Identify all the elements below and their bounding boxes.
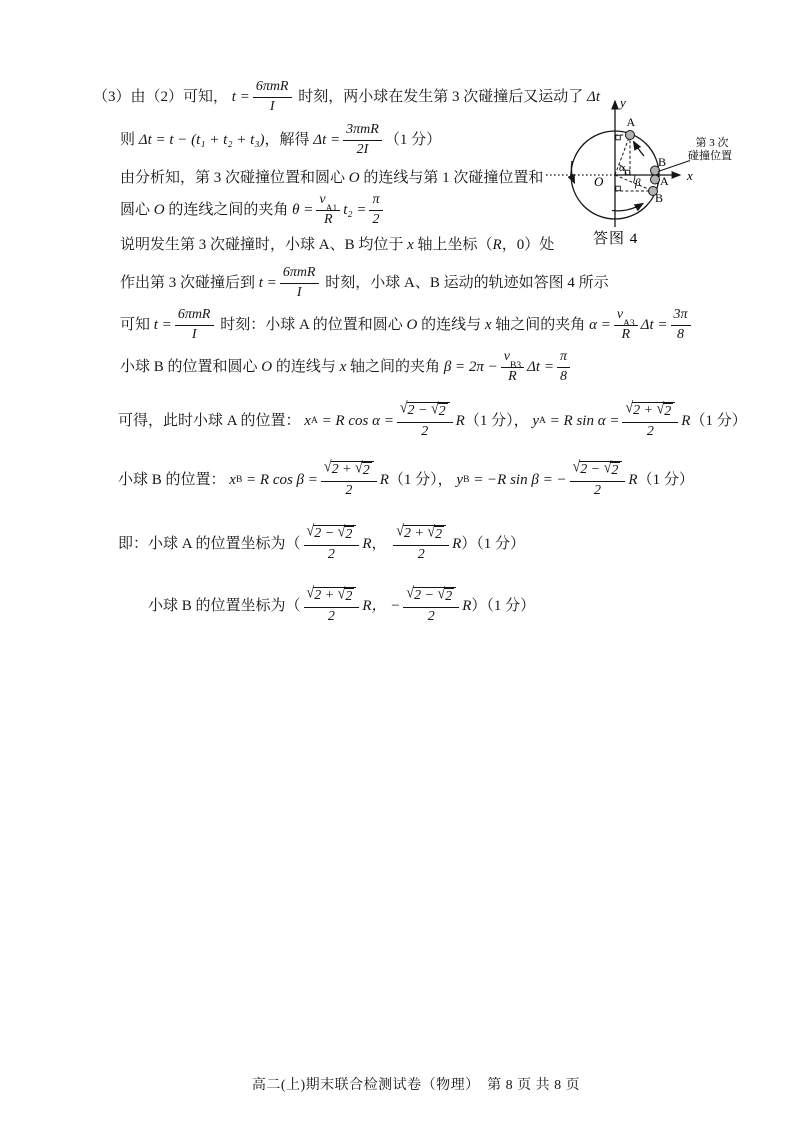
math-run: ， − (371, 597, 401, 614)
radicand (632, 402, 675, 421)
fraction (280, 265, 319, 302)
numerator: π (369, 192, 382, 211)
sqrt-expression (337, 523, 355, 544)
rotation-arrow-upper-icon (634, 142, 645, 157)
fraction (397, 399, 453, 441)
denominator: I (191, 326, 197, 342)
math-run: x (304, 412, 311, 429)
fraction (393, 522, 449, 564)
answer-figure-4 (540, 85, 800, 257)
text-run: 说明发生第 3 次碰撞时，小球 A、B 均位于 (120, 236, 408, 253)
math-run: x (339, 358, 347, 375)
fraction (501, 349, 524, 386)
text-run: 则 (120, 131, 139, 148)
text-run: 小球 B 的位置坐标为（ (148, 597, 301, 614)
sqrt-expression (572, 458, 623, 480)
radicand: 2 (345, 526, 353, 542)
math-run: O (261, 358, 273, 375)
radicand (331, 461, 374, 480)
denominator: R (508, 368, 517, 384)
score-note: ）（1 分） (461, 535, 526, 552)
math-run: α = (589, 316, 611, 333)
right-angle-mark-bottom (616, 186, 621, 191)
text-run: 时刻，两小球在发生第 3 次碰撞后又运动了 (294, 88, 588, 105)
solution-line-4 (120, 188, 386, 232)
numerator: 3π (671, 307, 691, 326)
math-run: R (379, 471, 389, 488)
fraction (403, 584, 459, 626)
beta-label: β (635, 177, 641, 189)
numerator: 3πmR (343, 122, 382, 141)
math-run: v (503, 348, 511, 364)
radical-sign: √ (406, 584, 414, 602)
math-run: 2 − (314, 525, 338, 541)
sqrt-expression (406, 584, 456, 606)
math-run: = R cos α = (317, 412, 394, 429)
text-run: 的连线与 (417, 316, 485, 333)
math-run: Δt (587, 88, 600, 105)
denominator: 2 (421, 423, 429, 439)
sqrt-expression (306, 522, 357, 544)
text-run: 即：小球 A 的位置坐标为（ (118, 535, 301, 552)
numerator: 6πmR (175, 307, 214, 326)
radicand: 2 (445, 588, 453, 604)
text-run: 小球 B 的位置： (118, 471, 230, 488)
numerator (321, 458, 377, 482)
sqrt-expression (323, 458, 374, 480)
math-run: 2 + (403, 525, 428, 541)
text-run: 轴之间的夹角 (491, 316, 590, 333)
denominator: R (324, 211, 333, 227)
numerator (393, 522, 449, 546)
text-run: 的连线之间的夹角 (164, 201, 293, 218)
radicand: 2 (362, 462, 370, 478)
math-run: t = (153, 316, 172, 333)
figure-caption: 答图 4 (593, 231, 639, 247)
math-run: 2 − (407, 402, 431, 418)
text-run: ， (371, 535, 391, 552)
radicand: 2 (664, 403, 672, 419)
math-run: R (681, 412, 691, 429)
math-run: R (362, 535, 372, 552)
numerator: v A1 (316, 192, 340, 211)
score-note: （1 分）， (464, 412, 533, 429)
fraction (304, 584, 360, 626)
math-run: v (616, 306, 624, 322)
radical-sign: √ (572, 458, 580, 476)
denominator: 2 (646, 423, 654, 439)
sqrt-expression (306, 584, 357, 606)
denominator: 8 (677, 326, 684, 342)
solution-line-6 (120, 261, 609, 305)
math-run: 2 + (331, 461, 356, 477)
math-run: O (406, 316, 418, 333)
ball-a-label: A (626, 115, 636, 129)
text-run: 由分析知，第 3 次碰撞位置和圆心 (120, 169, 349, 186)
fraction (614, 307, 638, 344)
math-run: 2 + (314, 587, 338, 603)
radicand (313, 587, 356, 606)
score-note: ）（1 分） (471, 597, 536, 614)
text-run: 圆心 (120, 201, 154, 218)
fraction (343, 122, 382, 159)
collision-ball-a-mid (651, 175, 660, 184)
radical-sign: √ (437, 585, 445, 603)
numerator (403, 584, 459, 608)
radical-sign: √ (656, 400, 664, 418)
sqrt-expression (427, 523, 444, 544)
solution-line-12 (148, 582, 535, 630)
text-run: ，0）处 (501, 236, 555, 253)
solution-line-2 (120, 118, 441, 162)
math-run: R (492, 236, 502, 253)
collision-note-line2: 碰撞位置 (688, 150, 732, 162)
origin-label: O (594, 174, 604, 189)
sqrt-expression (437, 585, 455, 606)
math-run: 2 + (633, 402, 657, 418)
radicand (579, 461, 622, 480)
radicand (403, 525, 446, 544)
solution-line-9: 可得，此时小球 A 的位置： x A = R cos α = √ 2 − √ 2 2 R （1 分）， y A = R sin α = √ 2 + √ 2 2 R （1 分） (118, 399, 747, 439)
radicand: 2 (438, 403, 446, 419)
fraction (557, 349, 570, 386)
page-footer: 高二(上)期末联合检测试卷（物理） 第 8 页 共 8 页 (251, 1078, 581, 1093)
fraction (369, 192, 382, 229)
radical-sign: √ (355, 459, 362, 477)
denominator: 2 (417, 546, 425, 562)
math-run: O (153, 201, 165, 218)
solution-line-3 (120, 166, 543, 190)
math-run: t = (231, 88, 250, 105)
radical-sign: √ (306, 522, 314, 540)
radical-sign: √ (625, 399, 633, 417)
numerator (570, 458, 626, 482)
math-run: x (229, 471, 236, 488)
math-run: y (532, 412, 540, 429)
text-run: 可知 (120, 316, 154, 333)
radicand: 2 (435, 526, 443, 542)
denominator: 2 (593, 482, 601, 498)
y-axis-label: y (620, 95, 626, 110)
math-run: O (348, 169, 360, 186)
text-run: 时刻：小球 A 的位置和圆心 (216, 316, 407, 333)
right-angle-mark-top (616, 135, 621, 140)
numerator: v B3 (501, 349, 524, 368)
text-run: 作出第 3 次碰撞后到 (120, 274, 259, 291)
score-note: （1 分） (384, 131, 442, 148)
radical-sign: √ (427, 523, 435, 541)
radical-sign: √ (603, 459, 611, 477)
score-note: （1 分） (637, 471, 694, 488)
math-run: = −R sin β = − (469, 471, 567, 488)
sqrt-expression (399, 399, 450, 421)
math-run: R (455, 412, 465, 429)
numerator (397, 399, 453, 423)
fraction (570, 458, 626, 500)
radical-sign: √ (306, 584, 314, 602)
math-run: Δt = t − (t₁ + t₂ + t₃) (138, 131, 265, 148)
sqrt-expression (656, 400, 674, 421)
numerator (304, 522, 360, 546)
radical-sign: √ (430, 400, 438, 418)
denominator: I (269, 98, 275, 114)
denominator: 2 (427, 608, 435, 624)
math-run: R (628, 471, 638, 488)
solution-line-10: 小球 B 的位置： x B = R cos β = √ 2 + √ 2 2 R （1 分）， y B = −R sin β = − √ 2 − √ 2 2 R （1 分） (118, 458, 694, 498)
math-run: 2 − (414, 587, 438, 603)
math-run: R (362, 597, 372, 614)
radicand (413, 587, 456, 606)
fraction (316, 192, 340, 229)
math-run: 2 − (580, 461, 604, 477)
math-run: = R cos β = (242, 471, 318, 488)
solution-line-5 (120, 233, 554, 257)
math-run: x (484, 316, 492, 333)
fraction (175, 307, 214, 344)
ball-a-marker (626, 131, 635, 140)
text-run: 时刻，小球 A、B 运动的轨迹如答图 4 所示 (321, 274, 609, 291)
x-axis-label: x (687, 168, 693, 183)
denominator: 2I (356, 141, 369, 157)
alpha-label: α (619, 162, 625, 174)
numerator: v A3 (614, 307, 638, 326)
numerator (304, 584, 360, 608)
text-run: 轴之间的夹角 (346, 358, 444, 375)
sqrt-expression (337, 585, 355, 606)
math-run: Δt = (640, 316, 668, 333)
solution-line-1 (93, 75, 600, 119)
text-run: 轴上坐标（ (413, 236, 493, 253)
fraction (253, 79, 292, 116)
text-run: ，解得 (264, 131, 314, 148)
radicand (313, 525, 356, 544)
fraction (304, 522, 360, 564)
math-run: Δt = (527, 358, 554, 375)
fraction (321, 458, 377, 500)
radical-sign: √ (337, 585, 345, 603)
radicand: 2 (345, 588, 353, 604)
text-run: 小球 B 的位置和圆心 (120, 358, 262, 375)
stack-bottom-label: B (655, 191, 664, 205)
stack-mid-label: A (660, 174, 669, 188)
sqrt-expression (603, 459, 621, 480)
denominator: 2 (327, 546, 335, 562)
solution-line-7 (120, 303, 694, 347)
text-run: 可得，此时小球 A 的位置： (118, 412, 305, 429)
rotation-arrow-bottom-icon (612, 204, 643, 211)
numerator: 6πmR (253, 79, 292, 98)
numerator: 6πmR (280, 265, 319, 284)
sqrt-expression (396, 522, 446, 544)
radical-sign: √ (323, 458, 331, 476)
fraction (671, 307, 691, 344)
score-note: （1 分） (690, 412, 747, 429)
denominator: 2 (345, 482, 353, 498)
radicand (407, 402, 450, 421)
math-run: t = (258, 274, 277, 291)
denominator: I (296, 284, 302, 300)
sqrt-expression (625, 399, 675, 421)
denominator: R (621, 326, 631, 342)
score-note: （1 分）， (388, 471, 457, 488)
radical-sign: √ (396, 522, 403, 540)
solution-line-11 (118, 520, 525, 568)
math-run: R (462, 597, 472, 614)
denominator: 2 (372, 211, 380, 227)
denominator: 2 (327, 608, 335, 624)
math-run: t₂ = (343, 201, 367, 218)
math-run: x (407, 236, 414, 253)
collision-note-line1: 第 3 次 (695, 137, 729, 149)
radical-sign: √ (399, 399, 407, 417)
math-run: β = 2π − (443, 358, 498, 375)
math-run: Δt = (313, 131, 341, 148)
math-run: R (452, 535, 462, 552)
math-run: θ = (292, 201, 314, 218)
denominator: 8 (559, 368, 567, 384)
fraction (622, 399, 678, 441)
math-run: y (456, 471, 464, 488)
sqrt-expression (430, 400, 448, 421)
radicand: 2 (611, 462, 619, 478)
numerator: π (557, 349, 570, 368)
math-run: = R sin α = (545, 412, 620, 429)
text-run: 的连线与 (272, 358, 340, 375)
solution-line-8 (120, 345, 573, 389)
radical-sign: √ (337, 523, 345, 541)
text-run: 的连线与第 1 次碰撞位置和 (359, 169, 544, 186)
stack-top-label: B (658, 155, 667, 169)
numerator (622, 399, 678, 423)
sqrt-expression (355, 459, 372, 480)
text-run: （3）由（2）可知， (93, 88, 232, 105)
math-run: v (319, 191, 326, 207)
